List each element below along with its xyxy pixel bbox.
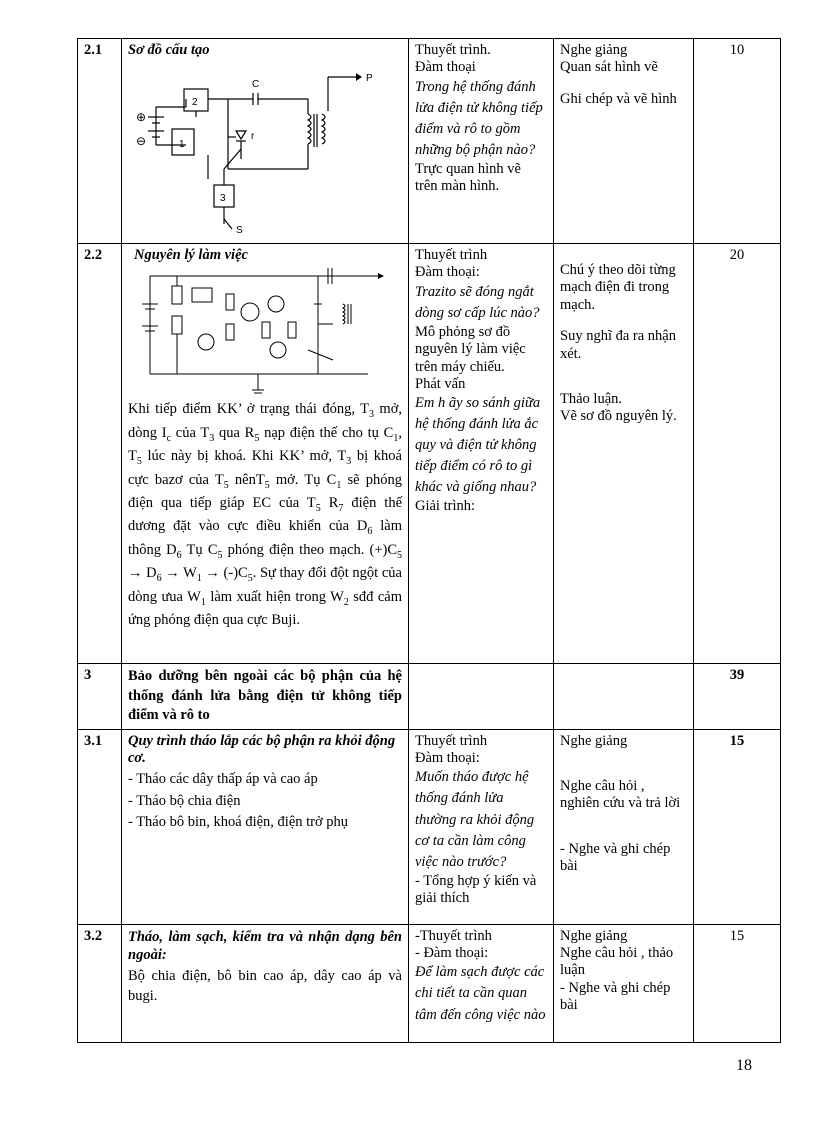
teacher-line: Mô phỏng sơ đồ nguyên lý làm việc trên máy chiếu. (415, 323, 526, 375)
row-number: 3.2 (78, 924, 122, 1042)
section-title: Sơ đồ cấu tạo (128, 42, 210, 58)
student-line: Nghe giảng (560, 42, 628, 58)
teacher-line: - Đàm thoại: (415, 945, 489, 962)
minus-terminal-icon: ⊖ (136, 134, 147, 149)
diagram-label-1: 1 (179, 139, 185, 151)
teacher-line: - Tổng hợp ý kiến và giải thích (415, 872, 537, 906)
teacher-line: Thuyết trình (415, 732, 488, 749)
teacher-activity-cell (409, 664, 554, 730)
section-body: Bộ chia điện, bô bin cao áp, dây cao áp và bugi. (128, 967, 402, 1004)
procedure-step: - Tháo bộ chia điện (128, 792, 241, 809)
student-line: Thảo luận. (560, 390, 623, 407)
structure-diagram (128, 59, 388, 239)
section-title: Nguyên lý làm việc (134, 247, 248, 263)
row-2-2 (78, 244, 781, 664)
procedure-step: - Tháo các dây thấp áp và cao áp (128, 771, 318, 788)
diagram-label-c: C (252, 79, 260, 91)
teacher-line: Giải trình: (415, 498, 476, 515)
time-cell: 10 (694, 39, 781, 244)
working-principle-diagram (128, 264, 390, 399)
student-line: Chú ý theo dõi từng mạch điện đi trong mạch. (560, 262, 676, 313)
row-3-1 (78, 729, 781, 924)
student-line: Nghe câu hỏi , nghiên cứu và trả lời (560, 778, 681, 812)
student-line: Quan sát hình vẽ (560, 59, 658, 76)
section-title: Bảo dưỡng bên ngoài các bộ phận của hệ thống đánh lửa bằng điện tử không tiếp điểm và rô to (128, 668, 402, 724)
diagram-label-3: 3 (220, 193, 226, 205)
time-cell: 39 (694, 664, 781, 730)
student-line: Nghe giảng (560, 927, 628, 944)
teacher-line: Trực quan hình vẽ trên màn hình. (415, 160, 521, 195)
content-cell (122, 924, 409, 1042)
section-title: Tháo, làm sạch, kiểm tra và nhận dạng bên ngoài: (128, 928, 402, 963)
page-number: 18 (736, 1057, 752, 1074)
teacher-activity-cell (409, 729, 554, 924)
time-cell: 20 (694, 244, 781, 664)
student-activity-cell (554, 924, 694, 1042)
teacher-activity-cell (409, 244, 554, 664)
student-activity-cell (554, 664, 694, 730)
row-2-1 (78, 39, 781, 244)
teacher-line: Thuyết trình (415, 247, 488, 263)
time-cell: 15 (694, 729, 781, 924)
teacher-line: Đàm thoại: (415, 750, 480, 767)
teacher-question: Để làm sạch được các chi tiết ta cần quan tâm đến công việc nào (415, 964, 546, 1023)
content-cell (122, 729, 409, 924)
row-number: 3.1 (78, 729, 122, 924)
row-number: 2.2 (78, 244, 122, 664)
lesson-plan-table (77, 38, 781, 1043)
diagram-label-2: 2 (192, 97, 198, 109)
teacher-question: Em h ãy so sánh giữa hệ thống đánh lửa ắc quy và điện tử không tiếp điểm có rô to gì khác và giống nhau? (415, 395, 541, 496)
time-cell: 15 (694, 924, 781, 1042)
student-line: Suy nghĩ đa ra nhận xét. (560, 328, 676, 362)
student-activity-cell (554, 729, 694, 924)
student-line: Nghe câu hỏi , thảo luận (560, 945, 674, 979)
diagram-label-p: P (366, 73, 373, 85)
student-line: Vẽ sơ đồ nguyên lý. (560, 408, 677, 425)
content-cell (122, 39, 409, 244)
plus-terminal-icon: ⊕ (136, 110, 147, 125)
teacher-question: Muốn tháo được hệ thống đánh lửa thường ra khỏi động cơ ta cần làm công việc nào trước? (415, 769, 535, 870)
diagram-label-s: S (236, 225, 243, 237)
teacher-question: Trong hệ thống đánh lửa điện tử không tiếp điểm và rô to gồm những bộ phận nào? (415, 78, 543, 158)
row-3 (78, 664, 781, 730)
row-3-2 (78, 924, 781, 1042)
teacher-line: Đàm thoại: (415, 264, 480, 281)
teacher-activity-cell (409, 924, 554, 1042)
student-line: Ghi chép và vẽ hình (560, 90, 677, 107)
teacher-line: Thuyết trình. (415, 42, 491, 58)
student-line: - Nghe và ghi chép bài (560, 840, 671, 875)
student-activity-cell (554, 39, 694, 244)
diagram-label-r: r (251, 131, 255, 143)
teacher-line: Phát vấn (415, 375, 466, 392)
row-number: 2.1 (78, 39, 122, 244)
teacher-activity-cell (409, 39, 554, 244)
content-cell (122, 244, 409, 664)
procedure-step: - Tháo bô bin, khoá điện, điện trở phụ (128, 814, 349, 831)
section-title: Quy trình tháo lắp các bộ phận ra khỏi động cơ. (128, 732, 396, 767)
teacher-line: -Thuyết trình (415, 927, 492, 944)
content-cell (122, 664, 409, 730)
student-line: - Nghe và ghi chép bài (560, 979, 671, 1014)
row-number: 3 (78, 664, 122, 730)
student-activity-cell (554, 244, 694, 664)
teacher-question: Trazito sẽ đóng ngắt dòng sơ cấp lúc nào? (415, 283, 540, 321)
student-line: Nghe giảng (560, 732, 628, 749)
teacher-line: Đàm thoại (415, 59, 476, 76)
working-principle-description: Khi tiếp điểm KK’ ở trạng thái đóng, $T_3$ mở, dòng $I_c$ của $T_3$ qua $R_5$ nạp điện thế cho tụ $C_1$, $T_5$ lúc này bị khoá. Khi KK’ mở, $T_3$ bị khoá cực bazơ của $T_5$ nênT$_5$ mở. Tụ $C_1$ sẽ phóng điện qua tiếp giáp EC của $T_5$ $R_7$ điện thế dương đặt vào cực điều khiển của $D_6$ làm thông $D_6$ Tụ $C_5$ phóng điện theo mạch. $(+)C_5 \to D_6 \to W_1 \to (-)C_5$. Sự thay đổi đột ngột của dòng ưua $W_1$ làm xuất hiện trong $W_2$ sđđ cảm ứng phóng điện qua cực Buji. (128, 401, 403, 628)
